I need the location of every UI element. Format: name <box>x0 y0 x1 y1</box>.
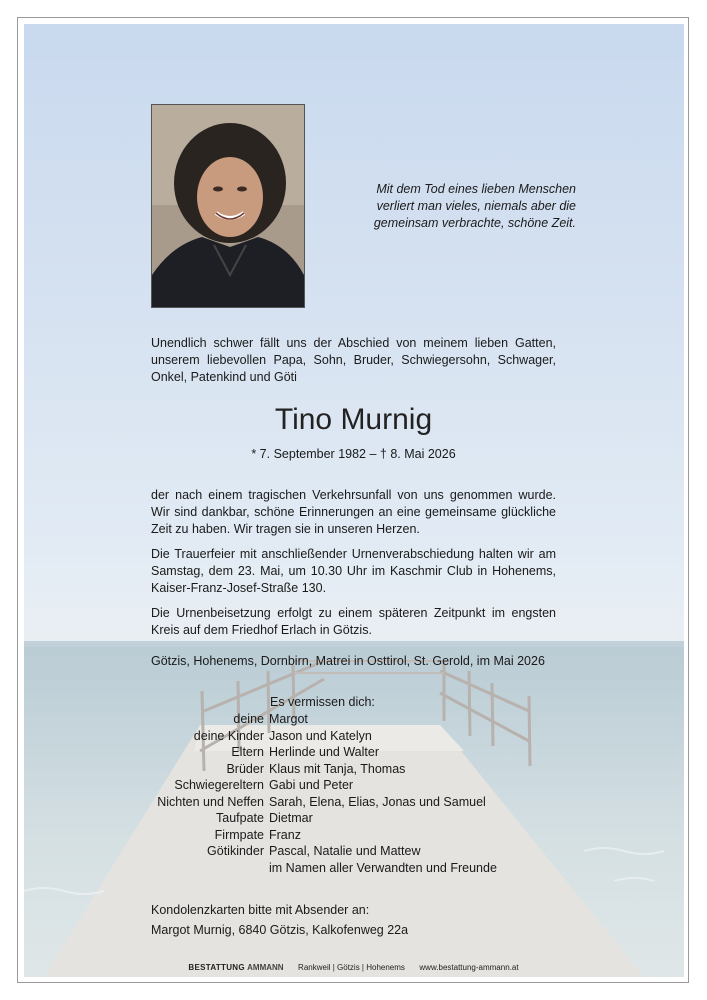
footer-brand-name: AMMANN <box>247 963 284 972</box>
condolence-address: Margot Murnig, 6840 Götzis, Kalkofenweg 22a <box>151 923 409 937</box>
relative-row <box>100 827 497 844</box>
memorial-quote <box>344 181 576 232</box>
body-text <box>151 487 556 639</box>
quote-line: verliert man vieles, niemals aber die <box>376 199 576 213</box>
body-paragraph: Die Trauerfeier mit anschließender Urnenverabschiedung halten wir am Samstag, dem 23. Mai, um 10.30 Uhr im Kaschmir Club in Hohenems, Kaiser-Franz-Josef-Straße 130. <box>151 547 556 595</box>
relative-row <box>100 744 497 761</box>
intro-text <box>151 335 556 386</box>
footer-locations: Rankweil | Götzis | Hohenems <box>298 963 405 972</box>
relative-names: Sarah, Elena, Elias, Jonas und Samuel <box>269 794 486 809</box>
relative-row <box>100 777 497 794</box>
relative-row <box>100 728 497 745</box>
relative-row <box>100 860 497 877</box>
relative-names: Klaus mit Tanja, Thomas <box>269 761 406 776</box>
relative-role: Firmpate <box>214 827 264 842</box>
portrait-image <box>152 105 304 307</box>
condolence-instruction: Kondolenzkarten bitte mit Absender an: <box>151 903 370 917</box>
relative-row <box>100 711 497 728</box>
relative-row <box>100 810 497 827</box>
relative-role: deine <box>233 712 264 726</box>
relative-role: Götikinder <box>207 844 264 858</box>
life-dates: * 7. September 1982 – † 8. Mai 2026 <box>251 447 456 461</box>
deceased-name: Tino Murnig <box>274 403 433 436</box>
footer-brand: BESTATTUNG <box>188 963 245 972</box>
quote-line: Mit dem Tod eines lieben Menschen <box>376 182 576 196</box>
portrait-photo <box>151 104 305 308</box>
intro-paragraph: Unendlich schwer fällt uns der Abschied von meinem lieben Gatten, unserem liebevollen Papa, Sohn, Bruder, Schwiegersohn, Schwager, Onkel, Patenkind und Göti <box>151 336 556 384</box>
relative-names: im Namen aller Verwandten und Freunde <box>269 860 497 875</box>
condolence-info <box>151 900 408 940</box>
relative-names: Herlinde und Walter <box>269 745 380 759</box>
relative-row <box>100 794 497 811</box>
relative-row <box>100 843 497 860</box>
body-paragraph: der nach einem tragischen Verkehrsunfall von uns genommen wurde. Wir sind dankbar, schöne Erinnerungen an eine gemeinsame glückliche Zeit zu haben. Wir tragen sie in unseren Herzen. <box>151 488 556 536</box>
relative-row <box>100 761 497 778</box>
relative-role: Nichten und Neffen <box>157 794 264 809</box>
relative-names: Gabi und Peter <box>269 778 354 792</box>
footer-url[interactable]: www.bestattung-ammann.at <box>419 963 519 972</box>
relative-role: Eltern <box>231 745 264 759</box>
miss-header: Es vermissen dich: <box>270 695 375 709</box>
relative-role: Brüder <box>226 761 264 776</box>
place-and-date: Götzis, Hohenems, Dornbirn, Matrei in Osttirol, St. Gerold, im Mai 2026 <box>151 654 545 668</box>
relative-role <box>100 860 264 877</box>
footer <box>0 963 707 972</box>
relative-names: Jason und Katelyn <box>269 728 372 743</box>
quote-line: gemeinsam verbrachte, schöne Zeit. <box>373 216 576 230</box>
relative-role: Taufpate <box>216 811 264 825</box>
relative-names: Margot <box>269 712 308 726</box>
relative-role: deine Kinder <box>193 728 264 743</box>
relative-names: Franz <box>269 827 301 842</box>
body-paragraph: Die Urnenbeisetzung erfolgt zu einem späteren Zeitpunkt im engsten Kreis auf dem Friedhof Erlach in Götzis. <box>151 606 556 637</box>
relative-names: Pascal, Natalie und Mattew <box>269 844 421 858</box>
relative-names: Dietmar <box>269 811 313 825</box>
relative-role: Schwiegereltern <box>174 778 264 792</box>
relatives-list <box>100 711 497 876</box>
